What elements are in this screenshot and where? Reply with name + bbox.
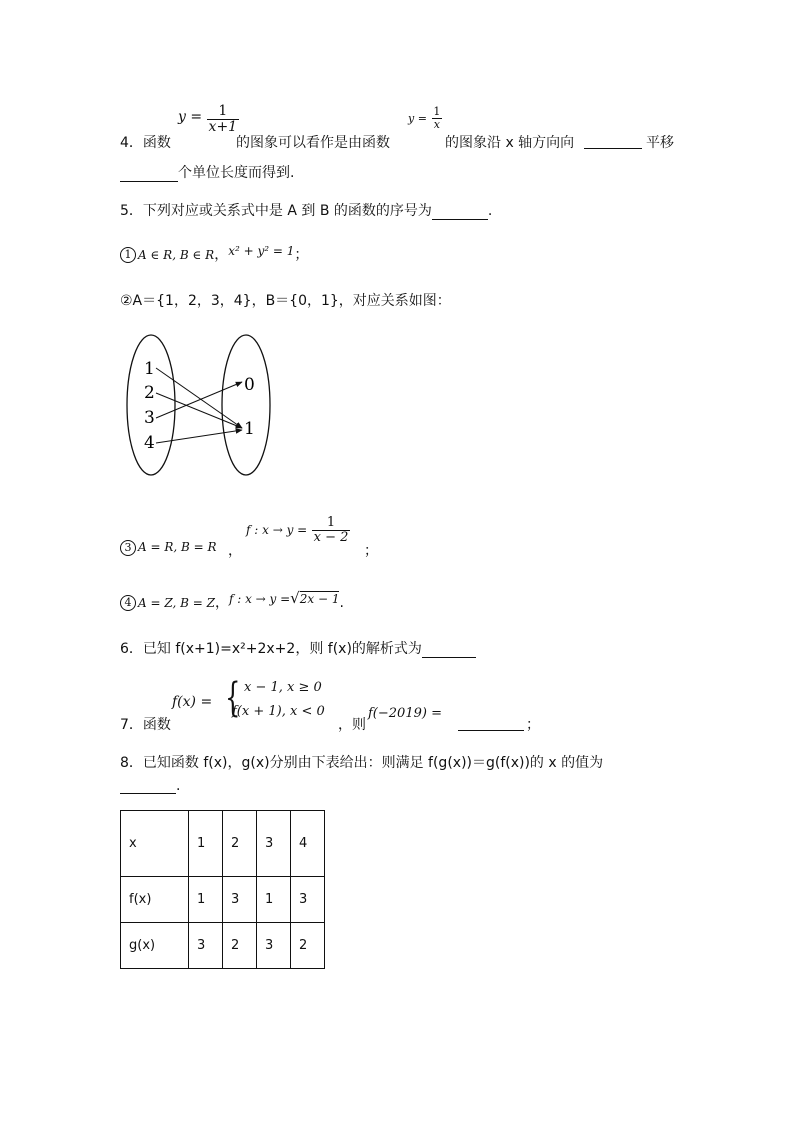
q7-case-2: f(x + 1), x < 0 [232, 704, 325, 719]
set-a-element-3: 3 [144, 408, 155, 428]
table-row [121, 811, 325, 877]
q4-line2 [120, 162, 294, 182]
table-cell: 1 [189, 811, 223, 877]
q4-tail-text: 的图象沿 x 轴方向向 [445, 135, 575, 151]
q7-query: f(−2019) = [368, 706, 442, 721]
q4-blank-1 [584, 132, 642, 149]
table-cell: 2 [223, 811, 257, 877]
q4-label: 4．函数 [120, 135, 171, 151]
q5-item1-mark: 1 [120, 247, 136, 263]
q4-line2-text: 个单位长度而得到. [178, 165, 295, 181]
table-cell: 1 [257, 877, 291, 923]
q5-item1-end: ； [294, 247, 309, 263]
set-b-ellipse [222, 335, 270, 475]
q5-item4-mark: 4 [120, 595, 136, 611]
table-cell: f(x) [121, 877, 189, 923]
q5-item1-sets: A ∈ R, B ∈ R [138, 248, 215, 262]
q5-item3-end: ； [364, 543, 378, 559]
table-cell: 3 [257, 811, 291, 877]
q4-f2-num: 1 [433, 105, 441, 118]
q4-mid-text: 的图象可以看作是由函数 [236, 135, 390, 151]
q5-item3-mark: 3 [120, 540, 136, 556]
q5-item3-comma: ， [228, 543, 242, 559]
table-cell: 4 [291, 811, 325, 877]
table-cell: 1 [189, 877, 223, 923]
q5-line [120, 200, 492, 220]
q5-item3-den: x − 2 [313, 529, 349, 545]
set-b-element-1: 1 [244, 419, 255, 439]
q4-f1-den: x+1 [208, 118, 238, 135]
q4-formula-1 [178, 104, 239, 134]
q7-label: 7．函数 [120, 717, 171, 733]
q5-item4-end: . [339, 595, 344, 611]
set-b-element-0: 0 [244, 375, 255, 395]
sqrt-icon: √ [290, 589, 300, 607]
q5-item3-frac [312, 516, 351, 544]
table-cell: 3 [291, 877, 325, 923]
q8-line: 8．已知函数 f(x)，g(x)分别由下表给出：则满足 f(g(x))＝g(f(x))的 x 的值为 [120, 755, 604, 771]
q5-item-4 [120, 589, 344, 612]
q7-case-1: x − 1, x ≥ 0 [244, 680, 322, 695]
table-cell: 2 [223, 923, 257, 969]
q5-item4-sets: A = Z, B = Z [138, 596, 215, 610]
q5-item3-formula [246, 516, 350, 544]
table-row [121, 923, 325, 969]
q5-end: . [487, 203, 493, 219]
set-a-ellipse [127, 335, 175, 475]
function-table [120, 810, 325, 969]
q4-f1-num: 1 [218, 103, 228, 119]
q4-f2-y: y = [408, 112, 427, 126]
q5-item3-sets: A = R, B = R [138, 540, 217, 554]
mapping-diagram [120, 332, 280, 482]
q5-item1-comma: ， [214, 247, 229, 263]
q7-lhs: f(x) = [172, 694, 213, 710]
q5-item-2: ②A＝{1，2，3，4}，B＝{0，1}，对应关系如图： [120, 293, 451, 309]
set-a-element-4: 4 [144, 433, 155, 453]
q4-f1-y: y = [178, 109, 203, 126]
q7-end: ； [526, 717, 540, 733]
q4-f2-den: x [433, 117, 440, 131]
q4-f2-frac [431, 106, 442, 130]
arrow-3-to-0 [156, 382, 242, 418]
set-a-element-2: 2 [144, 383, 155, 403]
q5-text: 5．下列对应或关系式中是 A 到 B 的函数的序号为 [120, 203, 432, 219]
q7-brace: { [225, 675, 241, 721]
q8-blank [120, 779, 176, 794]
arrow-4-to-1 [156, 430, 242, 443]
q8-line2 [120, 778, 180, 794]
table-cell: 3 [189, 923, 223, 969]
q5-item3-num: 1 [326, 515, 336, 530]
q5-blank [432, 203, 488, 220]
q4-f1-frac [207, 104, 240, 134]
q4-tail2-text: 平移 [646, 135, 674, 151]
q6-line [120, 638, 476, 658]
q5-item4-f: f : x → y = [228, 592, 291, 606]
q7-then: ，则 [338, 717, 366, 733]
table-cell: 3 [223, 877, 257, 923]
q7-blank [458, 714, 524, 731]
table-cell: 2 [291, 923, 325, 969]
q4-formula-2 [408, 106, 442, 130]
table-cell: x [121, 811, 189, 877]
table-cell: g(x) [121, 923, 189, 969]
q6-blank [422, 641, 476, 658]
q7-line [120, 676, 550, 736]
q5-item4-rad: 2x − 1 [299, 592, 340, 606]
q5-item-1 [120, 244, 308, 264]
q5-item4-comma: ， [214, 595, 229, 611]
q5-item1-expr: x² + y² = 1 [228, 244, 295, 258]
q6-text: 6．已知 f(x+1)=x²+2x+2，则 f(x)的解析式为 [120, 641, 422, 657]
q4-blank-2 [120, 165, 178, 182]
q5-item3-f: f : x → y = [246, 523, 308, 538]
table-row [121, 877, 325, 923]
table-cell: 3 [257, 923, 291, 969]
set-a-element-1: 1 [144, 359, 155, 379]
q8-end: . [176, 778, 181, 794]
